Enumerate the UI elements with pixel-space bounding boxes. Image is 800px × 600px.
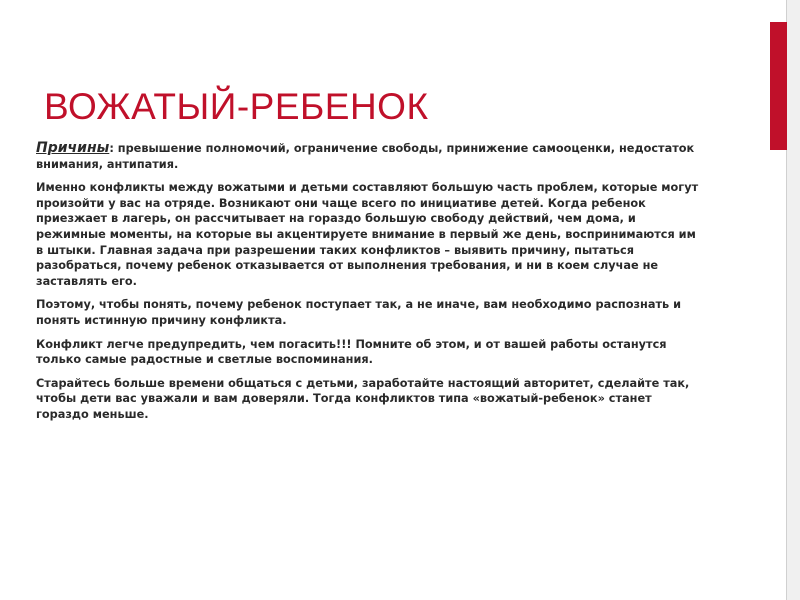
paragraph-reasons (36, 141, 700, 172)
slide-title: ВОЖАТЫЙ-РЕБЕНОК (44, 86, 429, 127)
slide-body (36, 141, 700, 431)
reasons-text: : превышение полномочий, ограничение свободы, принижение самооценки, недостаток внимания, антипатия. (36, 142, 695, 171)
paragraph-prevention: Конфликт легче предупредить, чем погасить!!! Помните об этом, и от вашей работы останутся только самые радостные и светлые воспоминания. (36, 337, 667, 367)
paragraph-conflicts: Именно конфликты между вожатыми и детьми составляют большую часть проблем, которые могут произойти у вас на отряде. Возникают они чаще всего по инициативе детей. Когда ребенок приезжает в лагерь, он рассчитывает на гораздо большую свободу действий, чем дома, и режимные моменты, на которые вы акцентируете внимание в первый же день, воспринимаются им в штыки. Главная задача при разрешении таких конфликтов – выявить причину, пытаться разобраться, почему ребенок отказывается от выполнения требования, и ни в коем случае не заставлять его. (36, 181, 699, 288)
right-edge-bar (786, 0, 800, 600)
accent-bar (770, 22, 787, 150)
paragraph-advice: Старайтесь больше времени общаться с детьми, заработайте настоящий авторитет, сделайте так, чтобы дети вас уважали и вам доверяли. Тогда конфликтов типа «вожатый-ребенок» станет гораздо меньше. (36, 376, 690, 421)
reasons-label: Причины (36, 140, 110, 156)
paragraph-understanding: Поэтому, чтобы понять, почему ребенок поступает так, а не иначе, вам необходимо распознать и понять истинную причину конфликта. (36, 298, 681, 327)
